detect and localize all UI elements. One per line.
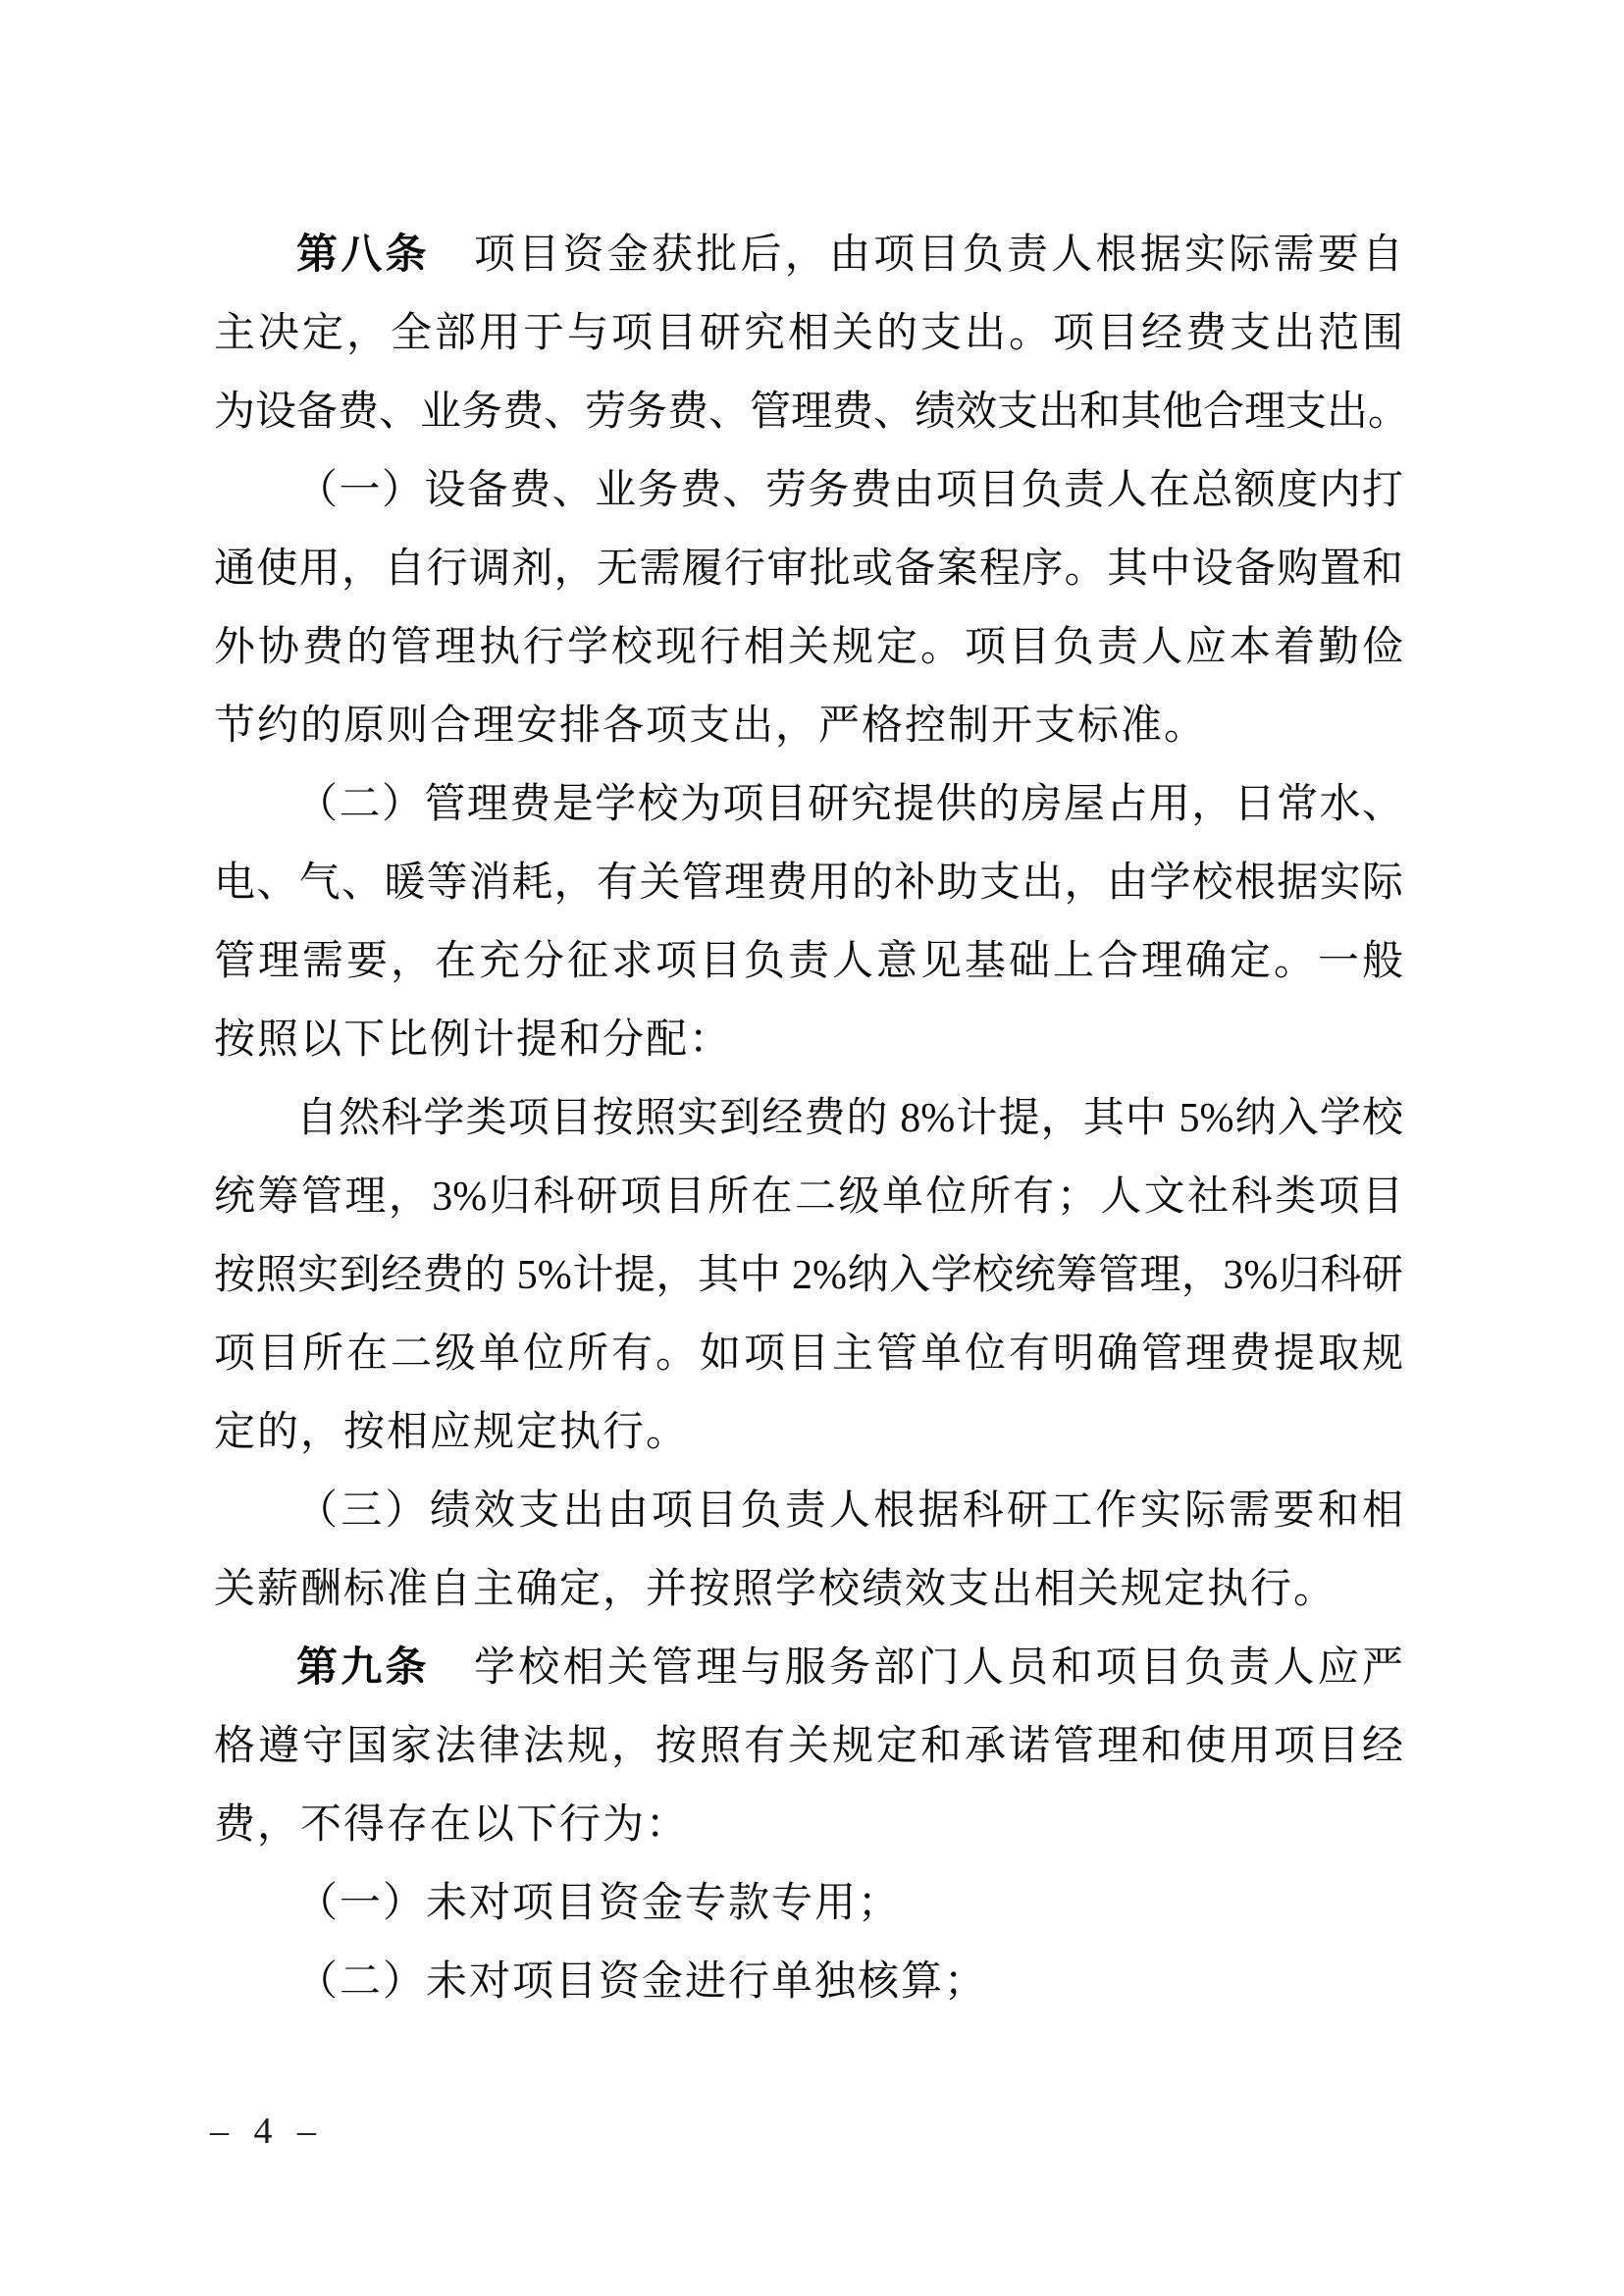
text-segment: 外协费的管理执行学校现行相关规定。项目负责人应本着勤俭 [214, 625, 1403, 670]
text-line [214, 1315, 1403, 1393]
text-segment: 学校相关管理与服务部门人员和项目负责人应严 [429, 1645, 1403, 1691]
text-block [214, 216, 1410, 2021]
text-line [214, 1001, 1403, 1079]
text-line [214, 922, 1403, 1001]
text-line [214, 765, 1403, 844]
text-line [214, 844, 1403, 922]
text-line [214, 1079, 1403, 1158]
text-segment: 主决定，全部用于与项目研究相关的支出。项目经费支出范围 [214, 311, 1403, 356]
text-line [214, 451, 1403, 530]
text-segment: （一）设备费、业务费、劳务费由项目负责人在总额度内打 [296, 468, 1403, 513]
text-segment: 电、气、暖等消耗，有关管理费用的补助支出，由学校根据实际 [214, 861, 1403, 906]
text-segment: （二）管理费是学校为项目研究提供的房屋占用，日常水、 [296, 782, 1403, 827]
text-line [214, 1864, 1403, 1943]
text-segment: （一）未对项目资金专款专用； [296, 1881, 902, 1926]
text-segment: 项目资金获批后，由项目负责人根据实际需要自 [429, 233, 1403, 278]
text-line [214, 687, 1403, 765]
text-segment: 管理需要，在充分征求项目负责人意见基础上合理确定。一般 [214, 939, 1403, 984]
article-number: 第八条 [296, 233, 430, 278]
text-segment: 自然科学类项目按照实到经费的 8%计提，其中 5%纳入学校 [296, 1096, 1403, 1141]
text-line [214, 1393, 1403, 1472]
text-line [214, 1943, 1403, 2021]
text-segment: 按照以下比例计提和分配： [214, 1018, 733, 1063]
text-segment: 定的，按相应规定执行。 [214, 1410, 690, 1455]
text-segment: 关薪酬标准自主确定，并按照学校绩效支出相关规定执行。 [214, 1567, 1337, 1612]
text-line [214, 373, 1410, 451]
text-segment: 格遵守国家法律法规，按照有关规定和承诺管理和使用项目经 [214, 1724, 1403, 1769]
text-line [214, 1786, 1403, 1864]
text-line [214, 608, 1403, 687]
text-segment: 为设备费、业务费、劳务费、管理费、绩效支出和其他合理支出。 [214, 390, 1410, 435]
page-number: – 4 – [210, 2111, 324, 2152]
text-line [214, 1236, 1403, 1315]
text-line [214, 530, 1403, 608]
text-line [214, 1158, 1403, 1236]
text-segment: 通使用，自行调剂，无需履行审批或备案程序。其中设备购置和 [214, 547, 1403, 592]
text-segment: 费，不得存在以下行为： [214, 1802, 690, 1848]
text-segment: 统筹管理，3%归科研项目所在二级单位所有；人文社科类项目 [214, 1174, 1403, 1220]
text-segment: 按照实到经费的 5%计提，其中 2%纳入学校统筹管理，3%归科研 [214, 1253, 1403, 1298]
text-line [214, 1550, 1403, 1629]
text-segment: （二）未对项目资金进行单独核算； [296, 1959, 988, 2005]
text-line [214, 1707, 1403, 1786]
text-line [214, 216, 1403, 294]
text-line [214, 1472, 1403, 1550]
text-segment: 项目所在二级单位所有。如项目主管单位有明确管理费提取规 [214, 1331, 1403, 1377]
text-line [214, 294, 1403, 373]
text-segment: （三）绩效支出由项目负责人根据科研工作实际需要和相 [296, 1488, 1403, 1534]
text-line [214, 1629, 1403, 1707]
text-segment: 节约的原则合理安排各项支出，严格控制开支标准。 [214, 704, 1208, 749]
article-number: 第九条 [296, 1645, 430, 1691]
